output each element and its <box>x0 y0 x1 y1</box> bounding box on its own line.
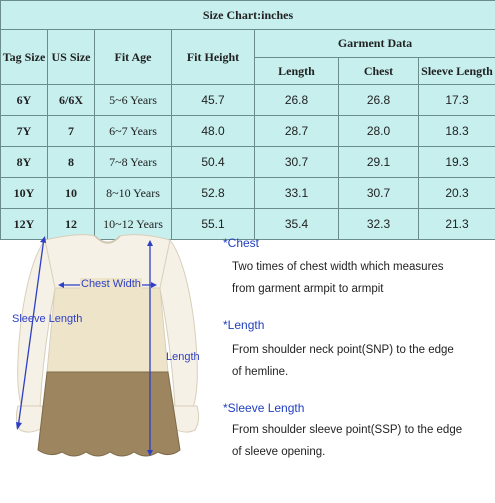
cell-length: 28.7 <box>255 116 339 147</box>
dress-illustration <box>0 230 215 498</box>
header-fit-height: Fit Height <box>172 30 255 85</box>
table-row <box>1 85 495 116</box>
cell-sleeve: 20.3 <box>419 178 495 209</box>
cell-chest: 30.7 <box>339 178 419 209</box>
cell-height: 52.8 <box>172 178 255 209</box>
note-chest-line2: from garment armpit to armpit <box>232 278 383 300</box>
cell-sleeve: 19.3 <box>419 147 495 178</box>
header-sleeve-length: Sleeve Length <box>419 58 495 85</box>
cell-chest: 29.1 <box>339 147 419 178</box>
cell-length: 26.8 <box>255 85 339 116</box>
chest-width-label: Chest Width <box>80 278 142 290</box>
cell-chest: 28.0 <box>339 116 419 147</box>
cell-tag: 6Y <box>1 85 48 116</box>
cell-tag: 12Y <box>1 209 48 240</box>
cell-sleeve: 18.3 <box>419 116 495 147</box>
cell-age: 7~8 Years <box>95 147 172 178</box>
cell-tag: 10Y <box>1 178 48 209</box>
cell-chest: 26.8 <box>339 85 419 116</box>
header-length: Length <box>255 58 339 85</box>
cell-sleeve: 21.3 <box>419 209 495 240</box>
header-us-size: US Size <box>48 30 95 85</box>
cell-tag: 8Y <box>1 147 48 178</box>
size-chart-table <box>0 0 495 240</box>
table-row <box>1 116 495 147</box>
cell-height: 45.7 <box>172 85 255 116</box>
table-row <box>1 178 495 209</box>
note-sleeve-line2: of sleeve opening. <box>232 441 325 463</box>
cell-chest: 32.3 <box>339 209 419 240</box>
note-sleeve-line1: From shoulder sleeve point(SSP) to the edge <box>232 419 462 441</box>
cell-height: 50.4 <box>172 147 255 178</box>
cell-length: 35.4 <box>255 209 339 240</box>
cell-us: 12 <box>48 209 95 240</box>
length-label: Length <box>166 351 200 363</box>
cell-sleeve: 17.3 <box>419 85 495 116</box>
header-chest: Chest <box>339 58 419 85</box>
cell-length: 30.7 <box>255 147 339 178</box>
cell-us: 8 <box>48 147 95 178</box>
cell-us: 6/6X <box>48 85 95 116</box>
cell-tag: 7Y <box>1 116 48 147</box>
cell-us: 10 <box>48 178 95 209</box>
note-chest-line1: Two times of chest width which measures <box>232 256 444 278</box>
note-length-line1: From shoulder neck point(SNP) to the edge <box>232 339 454 361</box>
cell-age: 8~10 Years <box>95 178 172 209</box>
cell-age: 10~12 Years <box>95 209 172 240</box>
cell-us: 7 <box>48 116 95 147</box>
note-chest-heading: *Chest <box>223 236 259 250</box>
cell-height: 48.0 <box>172 116 255 147</box>
table-row <box>1 147 495 178</box>
note-sleeve-heading: *Sleeve Length <box>223 401 304 415</box>
cell-age: 6~7 Years <box>95 116 172 147</box>
cell-age: 5~6 Years <box>95 85 172 116</box>
header-tag-size: Tag Size <box>1 30 48 85</box>
sleeve-length-label: Sleeve Length <box>12 313 82 325</box>
dress-drawing <box>0 230 215 498</box>
note-length-line2: of hemline. <box>232 361 288 383</box>
note-length-heading: *Length <box>223 318 264 332</box>
cell-length: 33.1 <box>255 178 339 209</box>
header-garment-data: Garment Data <box>255 30 495 58</box>
cell-height: 55.1 <box>172 209 255 240</box>
header-fit-age: Fit Age <box>95 30 172 85</box>
table-title: Size Chart:inches <box>1 1 495 30</box>
